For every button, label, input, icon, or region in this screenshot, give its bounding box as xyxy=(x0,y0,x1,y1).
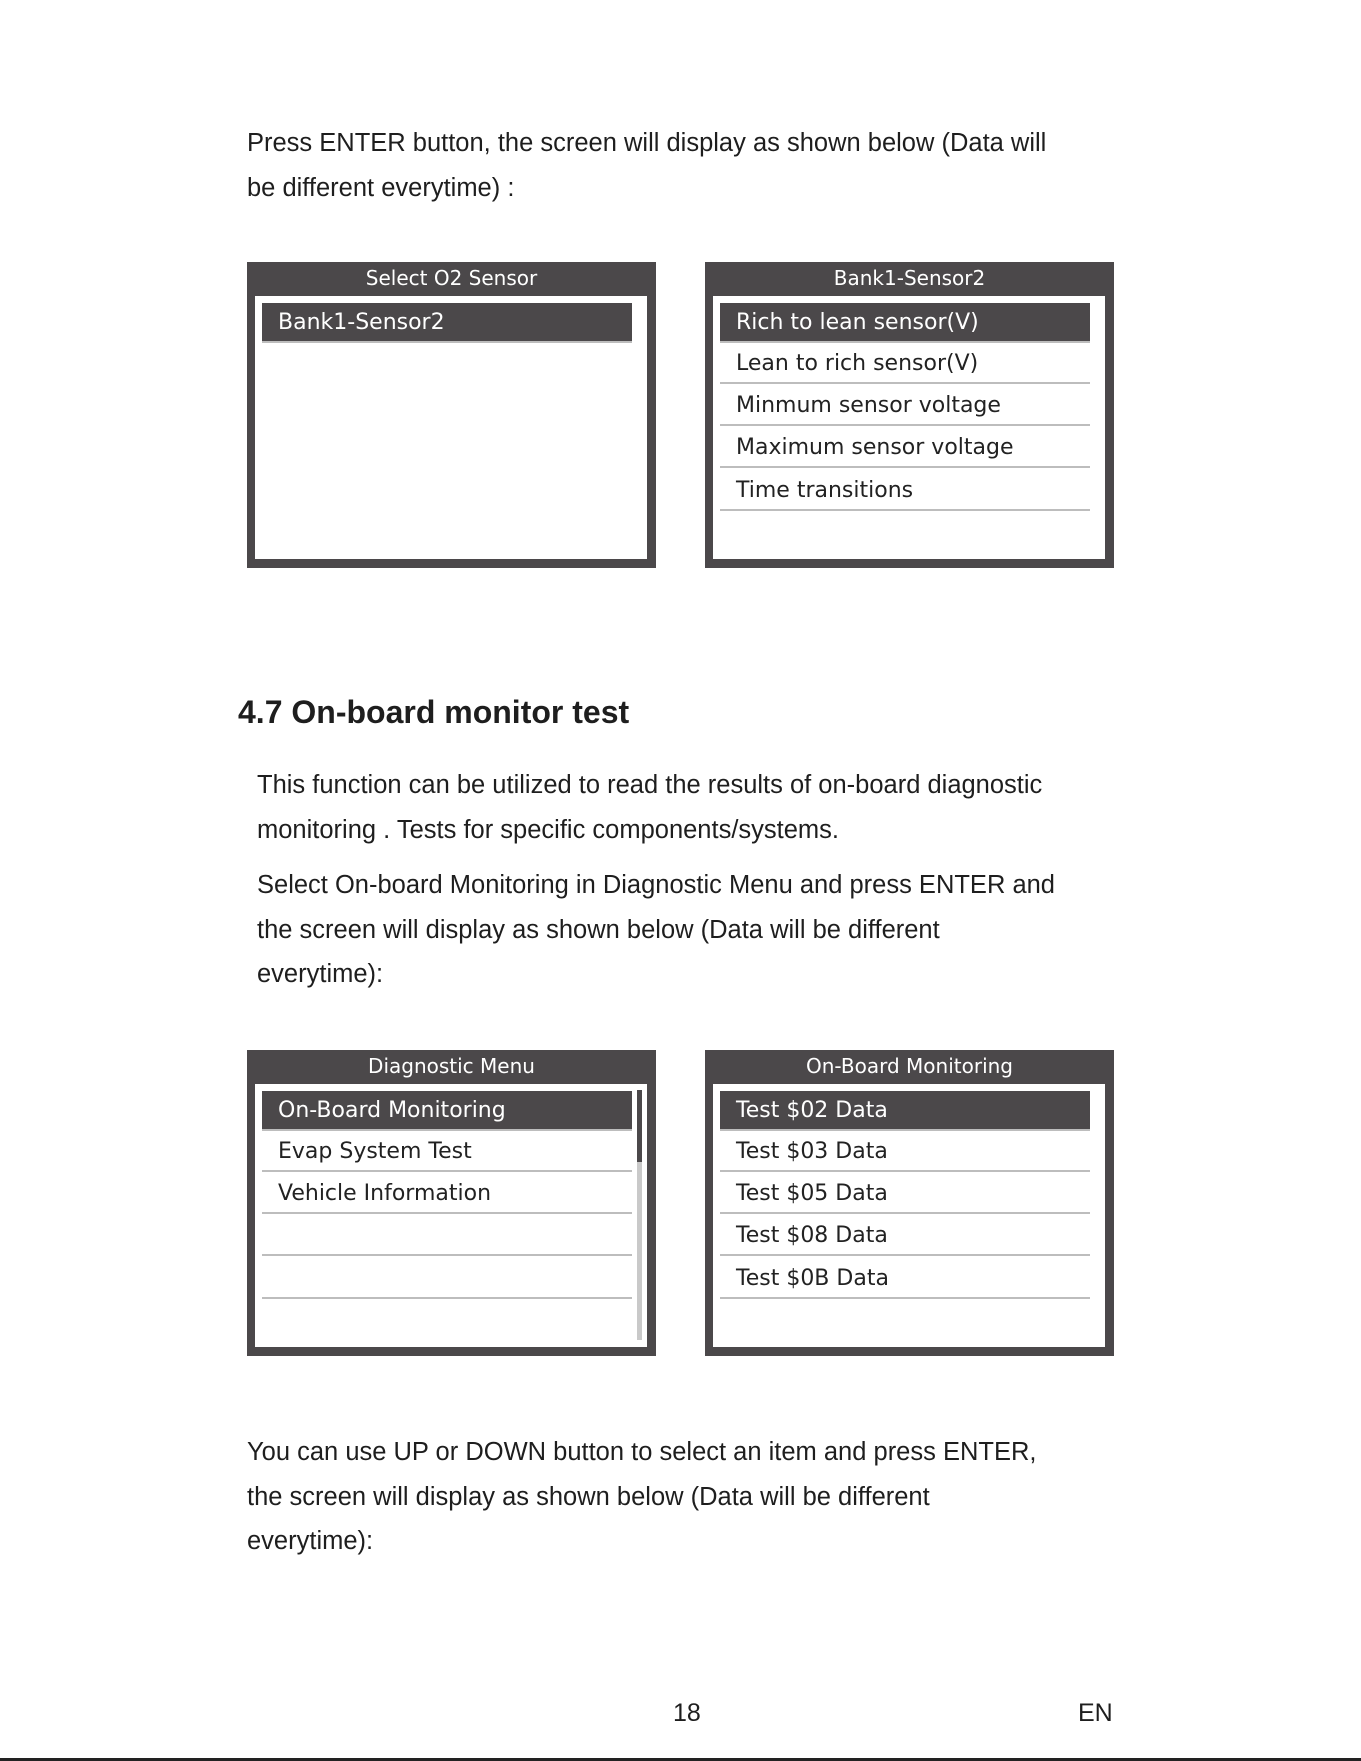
menu-item-test-02[interactable]: Test $02 Data xyxy=(720,1091,1090,1131)
select-o2-sensor-screen xyxy=(247,262,656,568)
screen-title: On-Board Monitoring xyxy=(805,1054,1013,1078)
menu-item-empty xyxy=(262,1216,632,1256)
screen-title: Bank1-Sensor2 xyxy=(833,266,986,290)
menu-item-bank1-sensor2[interactable]: Bank1-Sensor2 xyxy=(262,303,632,343)
para-line: monitoring . Tests for specific components/systems. xyxy=(257,815,840,844)
screen-body xyxy=(255,296,647,559)
menu-item-test-03[interactable]: Test $03 Data xyxy=(720,1132,1090,1172)
bank1-sensor2-screen xyxy=(705,262,1114,568)
menu-item-vehicle-information[interactable]: Vehicle Information xyxy=(262,1174,632,1214)
menu-item-min-voltage[interactable]: Minmum sensor voltage xyxy=(720,386,1090,426)
page-number: 18 xyxy=(673,1699,701,1727)
para-line: the screen will display as shown below (Data will be different xyxy=(257,915,940,944)
screen-body xyxy=(713,1084,1105,1347)
menu-item-rich-to-lean[interactable]: Rich to lean sensor(V) xyxy=(720,303,1090,343)
screen-body xyxy=(713,296,1105,559)
intro-line: be different everytime) : xyxy=(247,173,515,202)
menu-item-test-08[interactable]: Test $08 Data xyxy=(720,1216,1090,1256)
menu-item-test-0b[interactable]: Test $0B Data xyxy=(720,1259,1090,1299)
menu-item-evap-system-test[interactable]: Evap System Test xyxy=(262,1132,632,1172)
menu-item-empty xyxy=(262,1259,632,1299)
menu-item-lean-to-rich[interactable]: Lean to rich sensor(V) xyxy=(720,344,1090,384)
scrollbar-thumb[interactable] xyxy=(637,1090,642,1162)
intro-line: Press ENTER button, the screen will display as shown below (Data will xyxy=(247,129,1047,157)
para-line: everytime): xyxy=(257,960,384,988)
screen-title: Select O2 Sensor xyxy=(365,266,538,290)
intro-paragraph xyxy=(247,121,1046,210)
outro-paragraph xyxy=(247,1430,1036,1564)
menu-item-max-voltage[interactable]: Maximum sensor voltage xyxy=(720,428,1090,468)
language-label: EN xyxy=(1078,1699,1113,1727)
menu-scrollbar[interactable] xyxy=(637,1090,642,1340)
on-board-monitoring-screen xyxy=(705,1050,1114,1356)
section-paragraph-2 xyxy=(257,863,1055,997)
outro-line: You can use UP or DOWN button to select an item and press ENTER, xyxy=(247,1438,1037,1466)
section-paragraph-1 xyxy=(257,763,1042,852)
outro-line: the screen will display as shown below (Data will be different xyxy=(247,1482,930,1511)
para-line: Select On-board Monitoring in Diagnostic Menu and press ENTER and xyxy=(257,871,1055,899)
menu-item-on-board-monitoring[interactable]: On-Board Monitoring xyxy=(262,1091,632,1131)
menu-item-time-transitions[interactable]: Time transitions xyxy=(720,471,1090,511)
para-line: This function can be utilized to read the results of on-board diagnostic xyxy=(257,771,1043,799)
diagnostic-menu-screen xyxy=(247,1050,656,1356)
section-heading: 4.7 On-board monitor test xyxy=(238,694,630,730)
screen-title: Diagnostic Menu xyxy=(368,1054,535,1078)
screen-body xyxy=(255,1084,647,1347)
outro-line: everytime): xyxy=(247,1527,374,1555)
menu-item-test-05[interactable]: Test $05 Data xyxy=(720,1174,1090,1214)
